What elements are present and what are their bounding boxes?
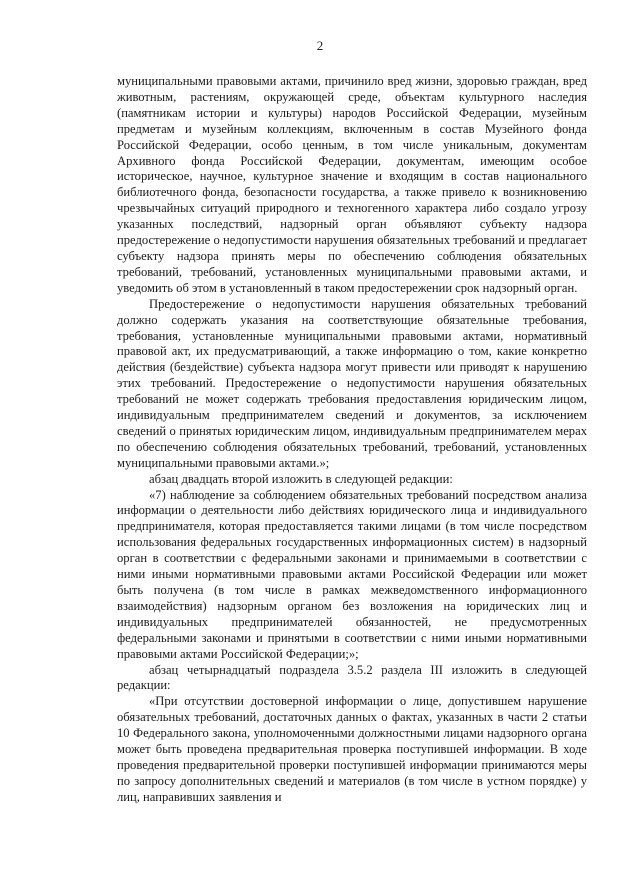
page-number: 2	[316, 38, 324, 53]
paragraph-amendment-intro: абзац двадцать второй изложить в следующей редакции:	[149, 471, 453, 486]
paragraph-amendment-section: абзац четырнадцатый подраздела 3.5.2 раздела III изложить в следующей редакции:	[117, 662, 587, 693]
paragraph-item-7: «7) наблюдение за соблюдением обязательных требований посредством анализа информации о деятельности либо действиях юридического лица и индивидуального предпринимателя, которая предоставляется такими лицами (в том числе посредством использования федеральных государственных информационных систем) в надзорный орган в соответствии с федеральными законами и принимаемыми в соответствии с ними иными нормативными правовыми актами Российской Федерации или может быть получена (в том числе в рамках межведомственного информационного взаимодействия) надзорным органом без возложения на юридических лиц и индивидуальных предпринимателей обязанностей, не предусмотренных федеральными законами и принятыми в соответствии с ними иными нормативными правовыми актами Российской Федерации;»;	[117, 487, 587, 661]
paragraph-continuation: муниципальными правовыми актами, причинило вред жизни, здоровью граждан, вред животным, растениям, окружающей среде, объектам культурного наследия (памятникам истории и культуры) народов Российской Федерации, музейным предметам и музейным коллекциям, включенным в состав Музейного фонда Российской Федерации, особо ценным, в том числе уникальным, документам Архивного фонда Российской Федерации, документам, имеющим особое историческое, научное, культурное значение и входящим в состав национального библиотечного фонда, безопасности государства, а также привело к возникновению чрезвычайных ситуаций природного и техногенного характера либо создало угрозу указанных последствий, надзорный орган объявляют субъекту надзора предостережение о недопустимости нарушения обязательных требований и предлагает субъекту надзора принять меры по обеспечению соблюдения обязательных требований, требований, установленных муниципальными правовыми актами, и уведомить об этом в установленный в таком предостережении срок надзорный орган.	[117, 74, 587, 295]
document-body	[117, 74, 587, 806]
paragraph-preliminary-check: «При отсутствии достоверной информации о лице, допустившем нарушение обязательных требований, достаточных данных о фактах, указанных в части 2 статьи 10 Федерального закона, уполномоченными должностными лицами надзорного органа может быть проведена предварительная проверка поступившей информации. В ходе проведения предварительной проверки поступившей информации принимаются меры по запросу дополнительных сведений и материалов (в том числе в устном порядке) у лиц, направивших заявления и	[117, 694, 587, 804]
paragraph-warning-content: Предостережение о недопустимости нарушения обязательных требований должно содержать указания на соответствующие обязательные требования, требования, установленные муниципальными правовыми актами, нормативный правовой акт, их предусматривающий, а также информацию о том, какие конкретно действия (бездействие) субъекта надзора могут привести или приводят к нарушению этих требований. Предостережение о недопустимости нарушения обязательных требований не может содержать требования предоставления юридическим лицом, индивидуальным предпринимателем сведений и документов, за исключением сведений о принятых юридическим лицом, индивидуальным предпринимателем мерах по обеспечению соблюдения обязательных требований, требований, установленных муниципальными правовыми актами.»;	[117, 296, 587, 470]
